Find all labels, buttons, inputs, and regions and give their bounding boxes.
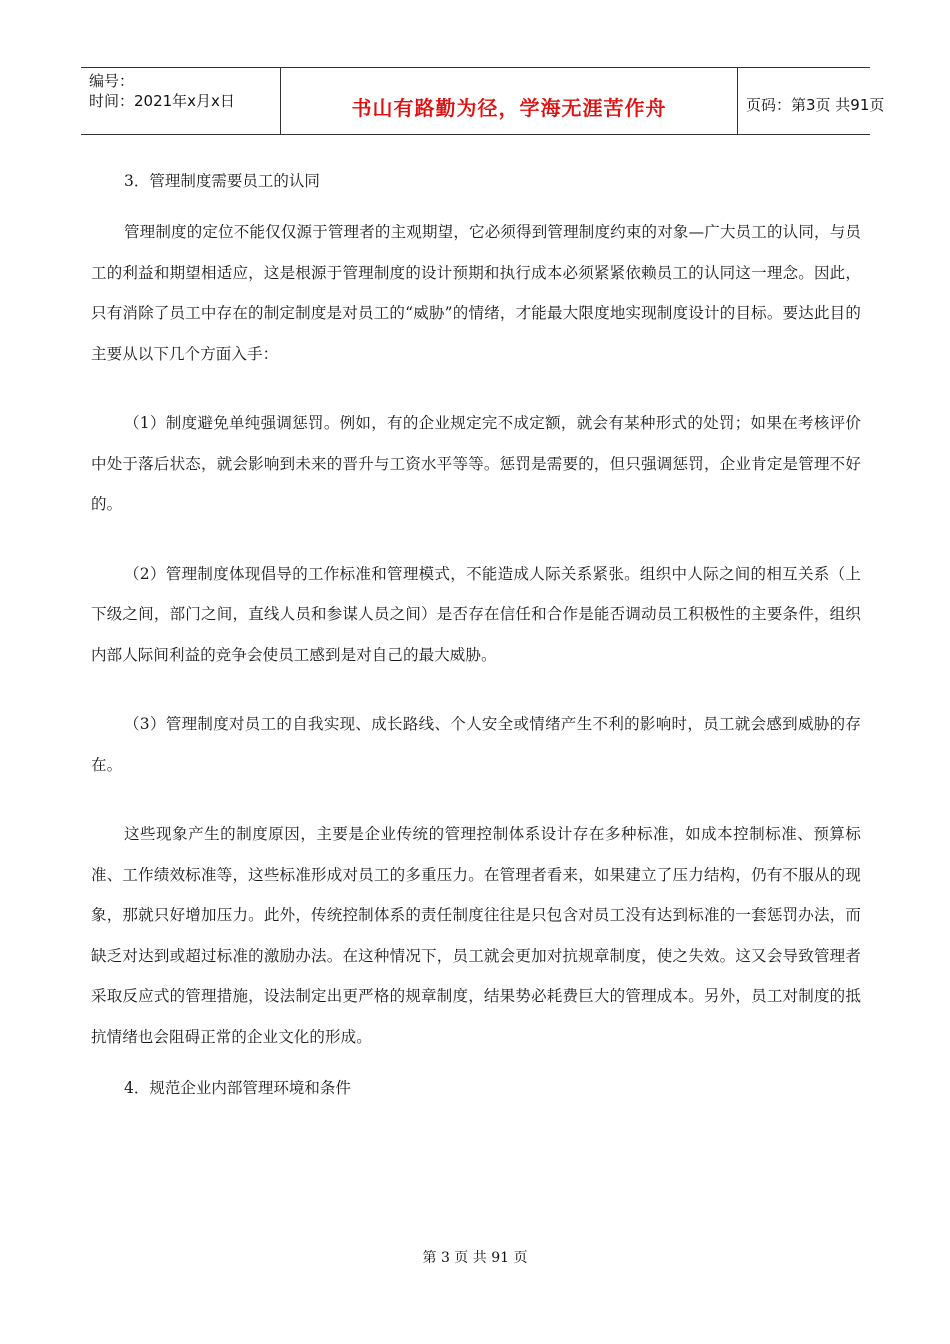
document-number-label: 编号： [89,72,135,90]
header-motto: 书山有路勤为径，学海无涯苦作舟 [351,96,667,120]
header-meta-cell [81,68,281,134]
header-page-cell [738,68,885,134]
section-heading-4: 4．规范企业内部管理环境和条件 [124,1079,351,1097]
header-page-label: 页码：第3页 共91页 [746,96,885,114]
list-item-3: （3）管理制度对员工的自我实现、成长路线、个人安全或情绪产生不利的影响时，员工就会感到威胁的存在。 [91,715,861,774]
document-date-label: 时间：2021年x月x日 [89,92,235,110]
document-body [91,165,861,1104]
page-header [81,67,885,135]
paragraph-intro: 管理制度的定位不能仅仅源于管理者的主观期望，它必须得到管理制度约束的对象—广大员工的认同，与员工的利益和期望相适应，这是根源于管理制度的设计预期和执行成本必须紧紧依赖员工的认同这一理念。因此，只有消除了员工中存在的制定制度是对员工的“威胁”的情绪，才能最大限度地实现制度设计的目标。要达此目的主要从以下几个方面入手： [91,223,861,363]
header-motto-cell [281,68,738,134]
section-heading-3: 3．管理制度需要员工的认同 [124,172,320,190]
paragraph-causes: 这些现象产生的制度原因，主要是企业传统的管理控制体系设计存在多种标准，如成本控制标准、预算标准、工作绩效标准等，这些标准形成对员工的多重压力。在管理者看来，如果建立了压力结构，仍有不服从的现象，那就只好增加压力。此外，传统控制体系的责任制度往往是只包含对员工没有达到标准的一套惩罚办法，而缺乏对达到或超过标准的激励办法。在这种情况下，员工就会更加对抗规章制度，使之失效。这又会导致管理者采取反应式的管理措施，设法制定出更严格的规章制度，结果势必耗费巨大的管理成本。另外，员工对制度的抵抗情绪也会阻碍正常的企业文化的形成。 [91,825,861,1046]
list-item-1: （1）制度避免单纯强调惩罚。例如，有的企业规定完不成定额，就会有某种形式的处罚；如果在考核评价中处于落后状态，就会影响到未来的晋升与工资水平等等。惩罚是需要的，但只强调惩罚，企业肯定是管理不好的。 [91,414,861,513]
list-item-2: （2）管理制度体现倡导的工作标准和管理模式，不能造成人际关系紧张。组织中人际之间的相互关系（上下级之间，部门之间，直线人员和参谋人员之间）是否存在信任和合作是能否调动员工积极性的主要条件，组织内部人际间利益的竞争会使员工感到是对自己的最大威胁。 [91,564,861,664]
page-footer: 第 3 页 共 91 页 [422,1250,528,1266]
